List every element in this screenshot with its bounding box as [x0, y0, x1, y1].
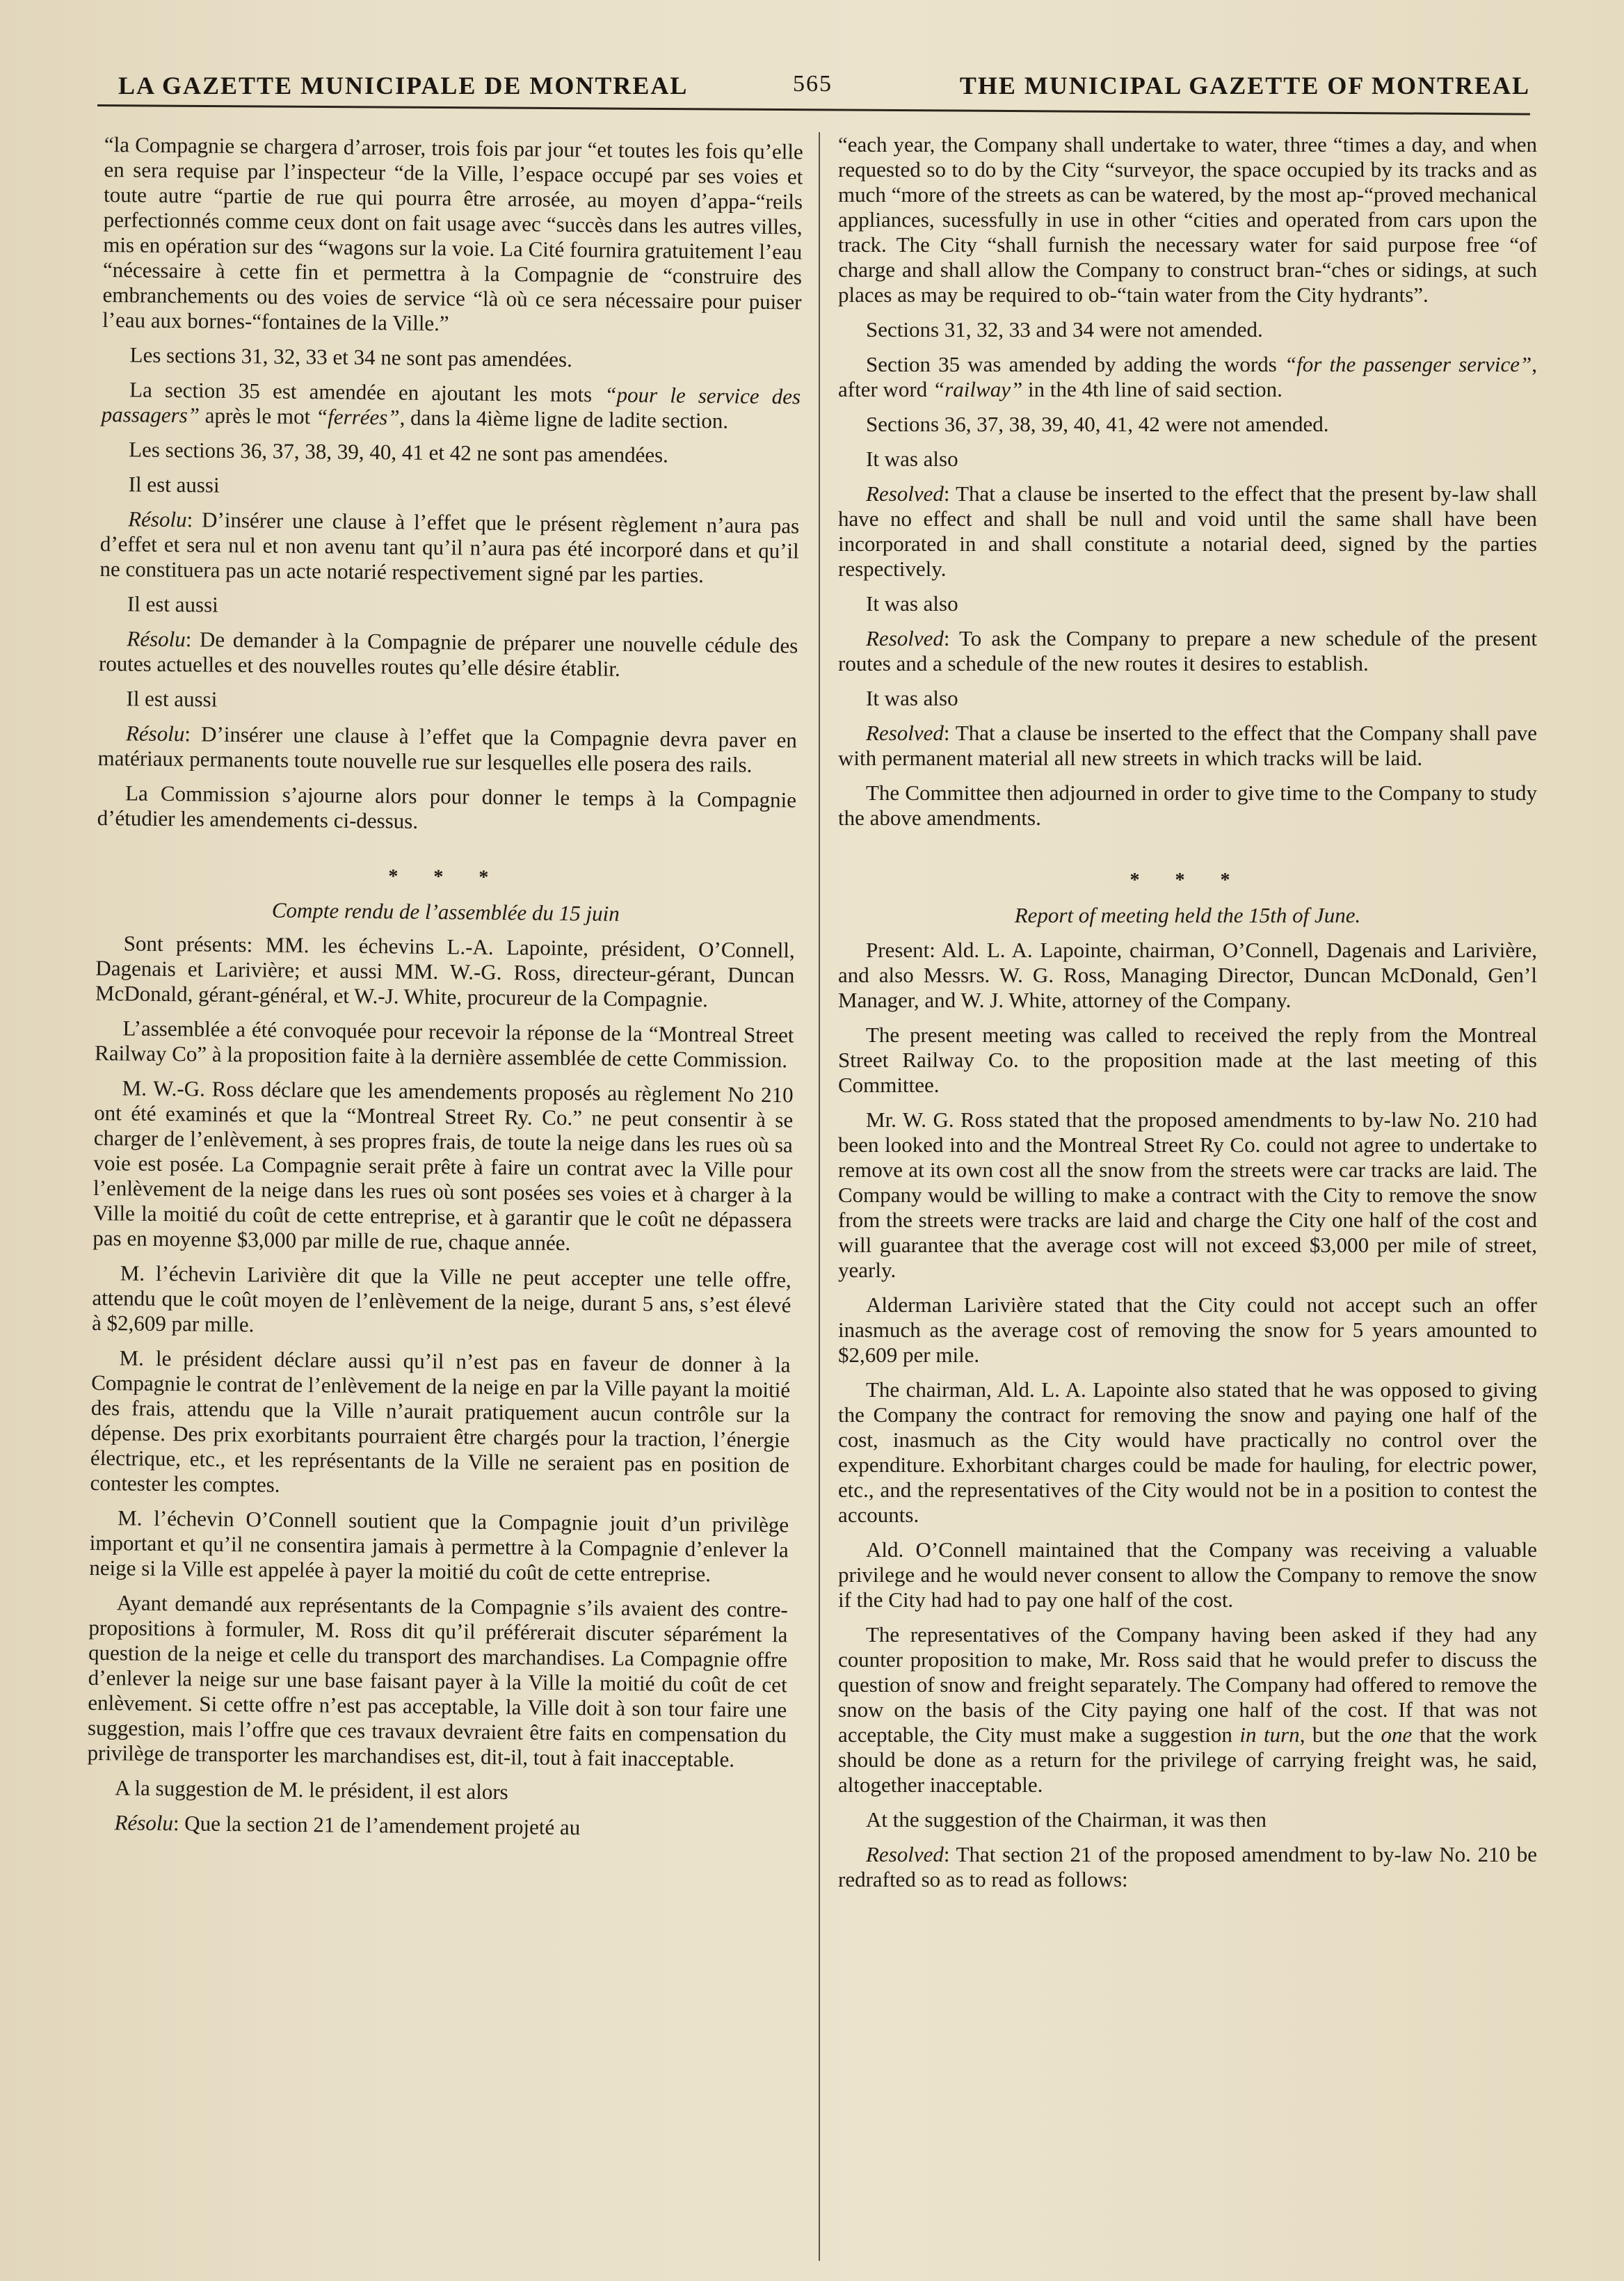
- en-text: in the 4th line of said section.: [1022, 377, 1283, 401]
- header-english-title: THE MUNICIPAL GAZETTE OF MONTREAL: [959, 72, 1530, 99]
- en-resolution: [838, 626, 1537, 676]
- en-paragraph: Mr. W. G. Ross stated that the proposed amendments to by-law No. 210 had been looked into and the Montreal Street Ry Co. could not agree to undertake to remove at its own cost all the snow from the streets were car tracks are laid. The Company would be willing to make a contract with the City to remove the snow from the streets were tracks are laid and charge the City one half of the cost and will guarantee that the average cost will not exceed $3,000 per mile of street, yearly.: [838, 1107, 1537, 1282]
- en-also: It was also: [866, 686, 958, 710]
- en-text: , but the: [1299, 1722, 1381, 1747]
- fr-paragraph: M. W.-G. Ross déclare que les amendements proposés au règlement No 210 ont été examinés et que la “Montreal Street Ry. Co.” ne peut consentir à se charger de l’enlèvement, à ses propres frais, de toute la neige dans les rues où sa voie est posée. La Compagnie serait prête à faire un contrat avec la Ville pour l’enlèvement de la neige dans les rues où sont posées ses voies et à charger à la Ville la moitié du coût de cette entreprise, et à garantir que le coût ne dépassera pas en moyenne $3,000 par mille de rue, chaque année.: [93, 1075, 794, 1256]
- en-paragraph: The chairman, Ald. L. A. Lapointe also stated that he was opposed to giving the Company the contract for removing the snow and paying one half of the cost, inasmuch as the City would have practically no control over the expenditure. Exhorbitant charges could be made for hauling, for electric power, etc., and the representatives of the City would not be in a position to contest the accounts.: [838, 1377, 1537, 1527]
- en-text: : To ask the Company to prepare a new schedule of the present routes and a schedule of the new routes it desires to establish.: [838, 626, 1537, 675]
- en-section-heading: Report of meeting held the 15th of June.: [1014, 903, 1361, 927]
- en-also: It was also: [866, 447, 958, 471]
- en-paragraph: Ald. O’Connell maintained that the Company was receiving a valuable privilege and he would never consent to allow the Company to remove the snow if the City had had to pay one half of the cost.: [838, 1537, 1537, 1612]
- header-rule: [97, 104, 1530, 115]
- en-paragraph: [838, 1622, 1537, 1798]
- fr-text: : De demander à la Compagnie de préparer une nouvelle cédule des routes actuelles et des nouvelles routes qu’elle désire établir.: [98, 627, 798, 681]
- fr-paragraph: Sont présents: MM. les échevins L.-A. Lapointe, président, O’Connell, Dagenais et Larivière; et aussi MM. W.-G. Ross, directeur-gérant, Duncan McDonald, gérant-général, et W.-J. White, procureur de la Compagnie.: [95, 931, 795, 1012]
- en-resolved-label: Resolved: [866, 626, 944, 650]
- fr-also: Il est aussi: [128, 472, 220, 497]
- fr-resolution: [97, 721, 797, 778]
- fr-paragraph: M. l’échevin Larivière dit que la Ville ne peut accepter une telle offre, attendu que le coût moyen de l’enlèvement de la neige, durant 5 ans, s’est élevé à $2,609 par mille.: [91, 1260, 791, 1337]
- en-resolution: [838, 481, 1537, 582]
- en-text: : That a clause be inserted to the effect that the Company shall pave with permanent material all new streets in which tracks will be laid.: [838, 721, 1537, 770]
- fr-text: : D’insérer une clause à l’effet que le présent règlement n’aura pas d’effet et sera nul et non avenu tant qu’il n’aura pas été incorporé dans et qu’il ne constituera pas un acte notarié respectivement signé par les parties.: [99, 507, 800, 588]
- french-column: [86, 132, 803, 1852]
- fr-also: Il est aussi: [127, 591, 218, 617]
- en-text: Section 35 was amended by adding the words: [866, 352, 1285, 376]
- fr-paragraph: M. le président déclare aussi qu’il n’est pas en faveur de donner à la Compagnie le contrat de l’enlèvement de la neige en par la Ville payant la moitié des frais, attendu que la Ville n’aurait pratiquement aucun contrôle sur la dépense. Des prix exorbitants pourraient être chargés pour la traction, l’énergie électrique, etc., et les représentants de la Ville ne seraient pas en position de contester les comptes.: [90, 1345, 791, 1497]
- en-paragraph: At the suggestion of the Chairman, it was then: [866, 1807, 1267, 1832]
- fr-text: après le mot: [199, 403, 316, 429]
- en-italic-text: in turn: [1239, 1722, 1300, 1747]
- fr-italic-text: “ferrées”: [315, 404, 400, 430]
- fr-paragraph: M. l’échevin O’Connell soutient que la Compagnie jouit d’un privilège important et qu’il ne consentira jamais à permettre à la Compagnie d’enlever la neige si la Ville est appelée à payer la moitié du coût de cette entreprise.: [89, 1505, 789, 1587]
- en-text: The representatives of the Company having been asked if they had any counter proposition to make, Mr. Ross said that he would prefer to discuss the question of snow and freight separately. The Company had offered to remove the snow on the basis of the City paying one half of the cost. If that was not acceptable, the City must make a suggestion: [838, 1622, 1537, 1747]
- fr-paragraph: A la suggestion de M. le président, il est alors: [114, 1775, 508, 1804]
- fr-text: , dans la 4ième ligne de ladite section.: [399, 405, 729, 433]
- en-italic-text: “for the passenger service”: [1284, 352, 1532, 376]
- en-resolution: [838, 1842, 1537, 1892]
- en-section-separator: * * *: [1129, 870, 1246, 891]
- fr-resolved-label: Résolu: [114, 1810, 174, 1836]
- en-paragraph: Sections 36, 37, 38, 39, 40, 41, 42 were not amended.: [866, 412, 1329, 436]
- en-paragraph: [838, 352, 1537, 402]
- en-spacer: [838, 840, 1537, 868]
- fr-text: : D’insérer une clause à l’effet que la Compagnie devra paver en matériaux permanents toute nouvelle rue sur lesquelles elle posera des rails.: [97, 721, 798, 777]
- fr-paragraph: L’assemblée a été convoquée pour recevoir la réponse de la “Montreal Street Railway Co” à la proposition faite à la dernière assemblée de cette Commission.: [94, 1016, 794, 1073]
- fr-resolution: [86, 1810, 785, 1843]
- fr-quoted-clause: “la Compagnie se chargera d’arroser, trois fois par jour “et toutes les fois qu’elle en sera requise par l’inspecteur “de la Ville, l’espace occupé par ses voies et toute autre “partie de rue qui pourra être arrosée, au moyen d’appa-“reils perfectionnés comme ceux dont on fait usage avec “succès dans les autres villes, mis en opération sur des “wagons sur la voie. La Cité fournira gratuitement l’eau “nécessaire à cette fin et permettra à la Compagnie de “construire des embranchements ou des voies de service “là où ce sera nécessaire pour puiser l’eau aux bornes-“fontaines de la Ville.”: [102, 132, 803, 336]
- fr-paragraph: [102, 377, 801, 435]
- en-paragraph: The present meeting was called to received the reply from the Montreal Street Railway Co. to the proposition made at the last meeting of this Committee.: [838, 1023, 1537, 1097]
- fr-resolution: [99, 626, 798, 684]
- fr-paragraph: Ayant demandé aux représentants de la Compagnie s’ils avaient des contre-propositions à formuler, M. Ross dit qu’il préférerait discuter séparément la question de la neige et celle du transport des marchandises. La Compagnie offre d’enlever la neige sur une base faisant payer à la Ville la moitié du coût de cet enlèvement. Si cette offre n’est pas acceptable, la Ville doit à son tour faire une suggestion, mais l’offre que ces travaux devraient être faits en compensation du privilège de transporter les marchandises est, dit-il, tout à fait inacceptable.: [87, 1590, 788, 1772]
- fr-paragraph: Les sections 36, 37, 38, 39, 40, 41 et 42 ne sont pas amendées.: [129, 437, 669, 467]
- en-also: It was also: [866, 591, 958, 616]
- en-text: that the work should be done as a return for the privilege of carrying freight was, he said, altogether inacceptable.: [838, 1722, 1537, 1797]
- en-paragraph: The Committee then adjourned in order to give time to the Company to study the above amendments.: [838, 781, 1537, 830]
- fr-paragraph: Les sections 31, 32, 33 et 34 ne sont pas amendées.: [129, 342, 573, 372]
- fr-resolved-label: Résolu: [127, 626, 186, 652]
- page-header: [118, 64, 1530, 106]
- english-column: [838, 132, 1537, 1902]
- fr-italic-text: “pour le service des passagers”: [101, 382, 801, 428]
- fr-also: Il est aussi: [126, 686, 218, 712]
- en-text: , after word: [838, 352, 1537, 401]
- header-french-title: LA GAZETTE MUNICIPALE DE MONTREAL: [118, 72, 689, 99]
- fr-section-separator: * * *: [388, 865, 504, 889]
- en-quoted-clause: “each year, the Company shall undertake to water, three “times a day, and when requested so to do by the City “surveyor, the space occupied by its tracks and as much “more of the streets as can be watered, by the most ap-“proved mechanical appliances, sucessfully in use in other “cities and operated from cars upon the track. The City “shall furnish the necessary water for said purpose free “of charge and shall allow the Company to construct bran-“ches or sidings, at such places as may be required to ob-“tain water from the City hydrants”.: [838, 132, 1537, 307]
- fr-resolved-label: Résolu: [127, 506, 187, 532]
- en-resolved-label: Resolved: [866, 481, 944, 506]
- fr-section-heading: Compte rendu de l’assemblée du 15 juin: [271, 897, 620, 926]
- page-number: 565: [793, 71, 833, 97]
- fr-resolution: [99, 506, 799, 589]
- en-paragraph: Present: Ald. L. A. Lapointe, chairman, O’Connell, Dagenais and Larivière, and also Messrs. W. G. Ross, Managing Director, Duncan McDonald, Gen’l Manager, and W. J. White, attorney of the Company.: [838, 938, 1537, 1012]
- en-resolved-label: Resolved: [866, 721, 944, 745]
- fr-text: La section 35 est amendée en ajoutant les mots: [129, 377, 605, 407]
- fr-resolved-label: Résolu: [125, 721, 185, 746]
- en-paragraph: Sections 31, 32, 33 and 34 were not amended.: [866, 317, 1263, 342]
- en-paragraph: Alderman Larivière stated that the City could not accept such an offer inasmuch as the average cost of removing the snow for 5 years amounted to $2,609 per mile.: [838, 1292, 1537, 1367]
- column-divider: [819, 132, 820, 2261]
- en-italic-text: “railway”: [933, 377, 1023, 401]
- en-resolution: [838, 721, 1537, 771]
- en-resolved-label: Resolved: [866, 1842, 944, 1866]
- fr-paragraph: La Commission s’ajourne alors pour donner le temps à la Compagnie d’étudier les amendements ci-dessus.: [97, 781, 797, 833]
- fr-text: : Que la section 21 de l’amendement projeté au: [172, 1811, 581, 1840]
- en-italic-text: one: [1381, 1722, 1413, 1747]
- en-text: : That a clause be inserted to the effect that the present by-law shall have no effect and shall be null and void until the same shall have been incorporated in and shall constitute a notarial deed, signed by the parties respectively.: [838, 481, 1537, 581]
- en-text: : That section 21 of the proposed amendment to by-law No. 210 be redrafted so as to read as follows:: [838, 1842, 1537, 1891]
